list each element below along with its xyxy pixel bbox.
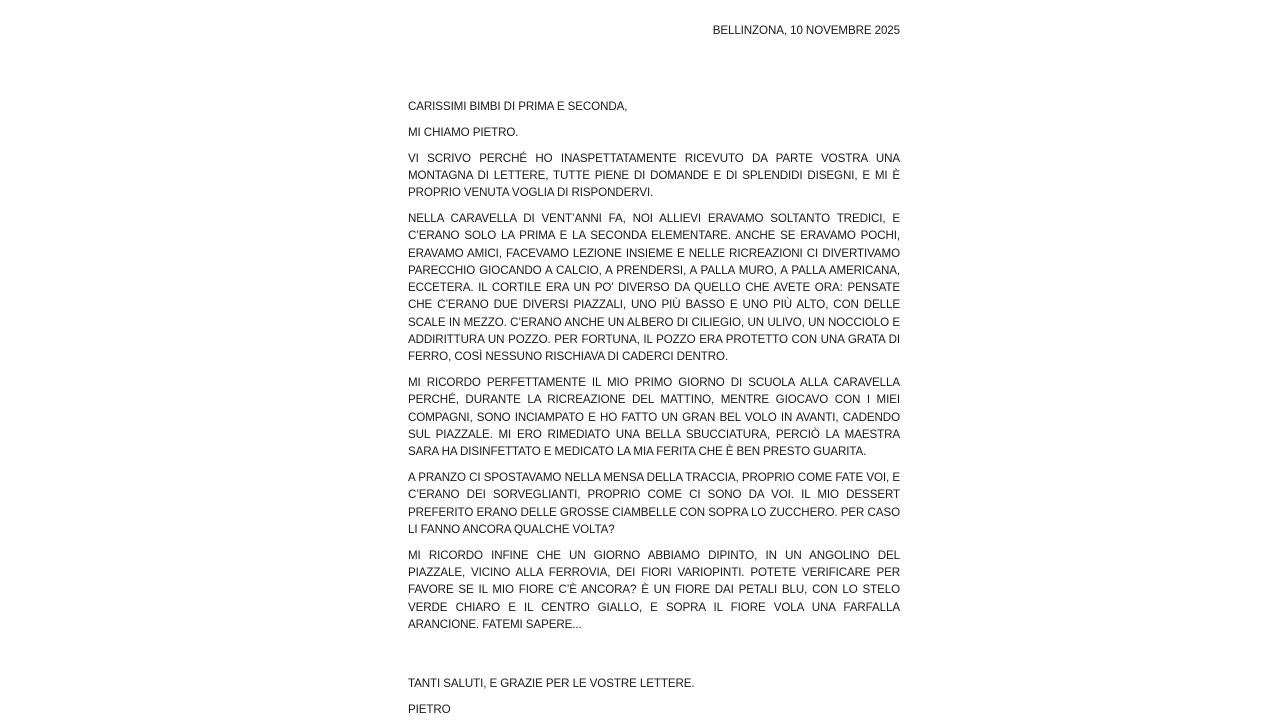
paragraph-flowers: MI RICORDO INFINE CHE UN GIORNO ABBIAMO DIPINTO, IN UN ANGOLINO DEL PIAZZALE, VICINO ALLA FERROVIA, DEI FIORI VARIOPINTI. POTETE VERIFICARE PER FAVORE SE IL MIO FIORE C’È ANCORA? È UN FIORE DAI PETALI BLU, CON LO STELO VERDE CHIARO E IL CENTRO GIALLO, E SOPRA IL FIORE VOLA UNA FARFALLA ARANCIONE. FATEMI SAPERE...: [408, 548, 900, 632]
paragraph-lunch: A PRANZO CI SPOSTAVAMO NELLA MENSA DELLA TRACCIA, PROPRIO COME FATE VOI, E C’ERANO DEI SORVEGLIANTI, PROPRIO COME CI SONO DA VOI. IL MIO DESSERT PREFERITO ERANO DELLE GROSSE CIAMBELLE CON SOPRA LO ZUCCHERO. PER CASO LI FANNO ANCORA QUALCHE VOLTA?: [408, 471, 900, 537]
paragraph-reason: VI SCRIVO PERCHÉ HO INASPETTATAMENTE RICEVUTO DA PARTE VOSTRA UNA MONTAGNA DI LETTERE, TUTTE PIENE DI DOMANDE E DI SPLENDIDI DISEGNI, E MI È PROPRIO VENUTA VOGLIA DI RISPONDERVI.: [408, 151, 900, 200]
signature: PIETRO: [408, 703, 451, 717]
closing: TANTI SALUTI, E GRAZIE PER LE VOSTRE LETTERE.: [408, 677, 695, 691]
greeting: CARISSIMI BIMBI DI PRIMA E SECONDA,: [408, 100, 628, 113]
paragraph-first-day: MI RICORDO PERFETTAMENTE IL MIO PRIMO GIORNO DI SCUOLA ALLA CARAVELLA PERCHÉ, DURANTE LA RICREAZIONE DEL MATTINO, MENTRE GIOCAVO CON I MIEI COMPAGNI, SONO INCIAMPATO E HO FATTO UN GRAN BEL VOLO IN AVANTI, CADENDO SUL PIAZZALE. MI ERO RIMEDIATO UNA BELLA SBUCCIATURA, PERCIÒ LA MAESTRA SARA HA DISINFETTATO E MEDICATO LA MIA FERITA CHE È BEN PRESTO GUARITA.: [408, 376, 900, 459]
place-date: BELLINZONA, 10 NOVEMBRE 2025: [712, 24, 900, 37]
paragraph-caravella: NELLA CARAVELLA DI VENT’ANNI FA, NOI ALLIEVI ERAVAMO SOLTANTO TREDICI, E C’ERANO SOLO LA PRIMA E LA SECONDA ELEMENTARE. ANCHE SE ERAVAMO POCHI, ERAVAMO AMICI, FACEVAMO LEZIONE INSIEME E NELLE RICREAZIONI CI DIVERTIVAMO PARECCHIO GIOCANDO A CALCIO, A PRENDERSI, A PALLA MURO, A PALLA AMERICANA, ECCETERA. IL CORTILE ERA UN PO’ DIVERSO DA QUELLO CHE AVETE ORA: PENSATE CHE C’ERANO DUE DIVERSI PIAZZALI, UNO PIÙ BASSO E UNO PIÙ ALTO, CON DELLE SCALE IN MEZZO. C’ERANO ANCHE UN ALBERO DI CILIEGIO, UN ULIVO, UN NOCCIOLO E ADDIRITTURA UN POZZO. PER FORTUNA, IL POZZO ERA PROTETTO CON UNA GRATA DI FERRO, COSÌ NESSUNO RISCHIAVA DI CADERCI DENTRO.: [408, 211, 900, 364]
letter: [408, 22, 900, 718]
paragraph-intro: MI CHIAMO PIETRO.: [408, 125, 519, 139]
